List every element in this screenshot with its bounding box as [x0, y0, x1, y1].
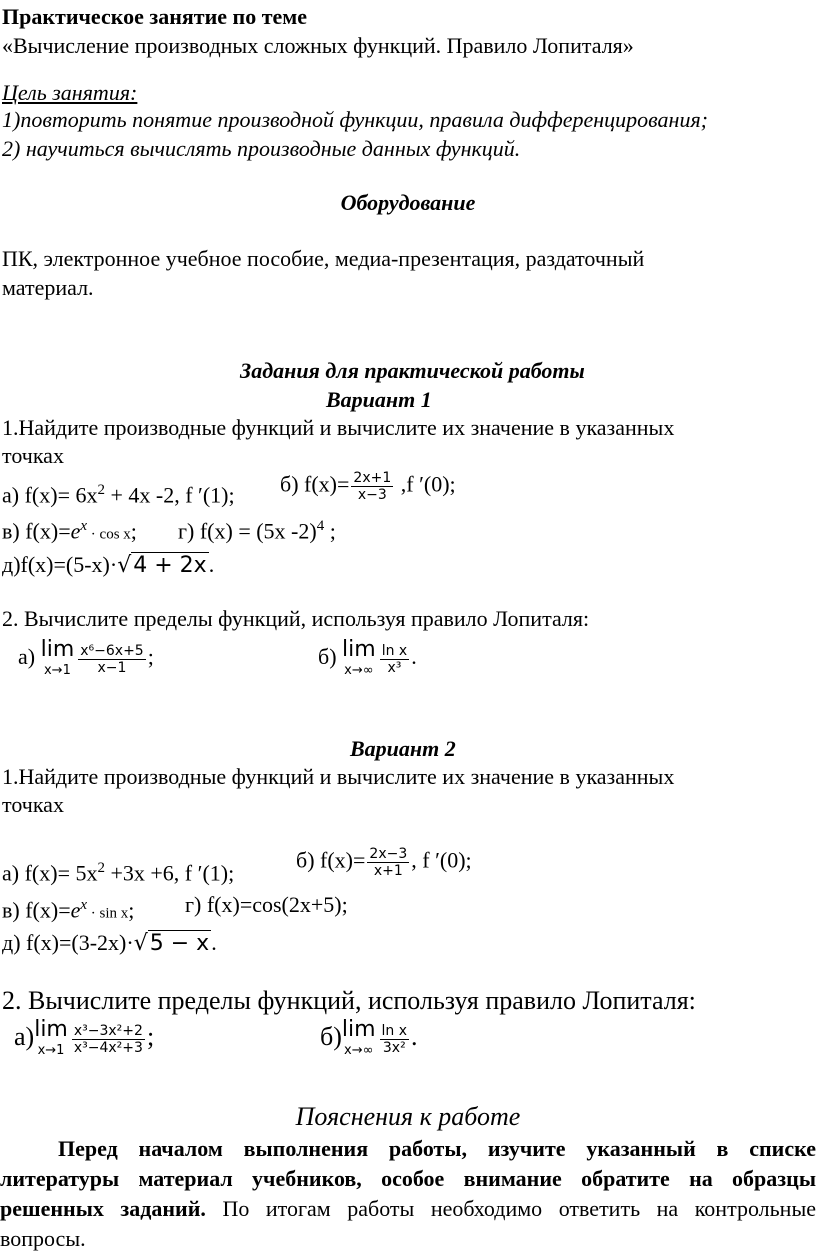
v2-task2: 2. Вычислите пределы функций, используя правило Лопиталя: — [2, 986, 696, 1015]
v1-task1-line2: точках — [2, 443, 64, 468]
v1-task-a: а) $f(x)= 6x^2 + 4x$ -2, f ′(1); — [2, 482, 235, 508]
fraction: $\frac{\text{ln x}}{\text{3x²}}$ — [381, 1022, 408, 1056]
v2-task-g: г) f(x)=cos(2x+5); — [185, 892, 348, 917]
limit: lim x→∞ — [341, 1017, 376, 1058]
v1-task-v: в) $f(x)=e^x \cdot \cos x$; — [2, 518, 137, 544]
fraction: $\frac{\text{x⁶−6x+5}}{x-1}$ — [80, 642, 144, 676]
tasks-heading: Задания для практической работы — [240, 358, 585, 383]
sqrt: √4 + 2x — [117, 553, 207, 578]
equipment-text-1: ПК, электронное учебное пособие, медиа-презентация, раздаточный — [2, 246, 645, 271]
goal-label: Цель занятия: — [2, 80, 138, 105]
v2-limit-a: а) lim x→1 $\frac{\text{x³−3x²+2}}{\text{x³−4x²+3}}$ ; — [14, 1017, 155, 1058]
variant2-heading: Вариант 2 — [350, 736, 456, 761]
page-title: Практическое занятие по теме — [2, 4, 308, 29]
v2-task-b: б) f(x)= $\frac{2x-3}{x+1}$ , f ′(0); — [296, 846, 472, 879]
fraction: $\frac{\text{x³−3x²+2}}{\text{x³−4x²+3}}$ — [73, 1022, 143, 1056]
v1-task-b: б) f(x)= $\frac{2x+1}{x-3}$ ,f ′(0); — [280, 470, 456, 503]
v1-task2: 2. Вычислите пределы функций, используя правило Лопиталя: — [2, 606, 590, 631]
page-subtitle: «Вычисление производных сложных функций. Правило Лопиталя» — [2, 33, 634, 58]
explanation-paragraph: Перед началом выполнения работы, изучите указанный в списке литературы материал учебников, особое внимание обратите на образцы решенных заданий. По итогам работы необходимо ответить на контрольные вопросы. — [0, 1136, 816, 1251]
equipment-text-2: материал. — [2, 275, 94, 300]
v1-limit-b: б) lim x→∞ $\frac{\text{ln x}}{\text{x³}}$ . — [318, 637, 417, 678]
limit: lim x→1 — [34, 1017, 68, 1058]
v2-task-a: а) $f(x)= 5x^2 +3x +6$, f ′(1); — [2, 860, 235, 886]
limit: lim x→∞ — [342, 637, 376, 678]
fraction: $\frac{2x-3}{x+1}$ — [369, 846, 408, 879]
v2-task1-line1: 1.Найдите производные функций и вычислите их значение в указанных — [2, 764, 675, 789]
v2-task-d: д) f(x)=(3-2x)·√5 − x. — [2, 930, 217, 956]
variant1-heading: Вариант 1 — [326, 387, 432, 412]
v2-task-v: в) $f(x)=e^x \cdot \sin x$; — [2, 897, 135, 923]
v1-task-g: г) f(x) = (5x -2)$^4$ ; — [178, 518, 336, 544]
goal-item-2: 2) научиться вычислять производные данных функций. — [2, 136, 521, 161]
equipment-heading: Оборудование — [340, 190, 476, 215]
v1-task-d: д)f(x)=(5-x)·√4 + 2x. — [2, 552, 215, 578]
sqrt: √5 − x — [133, 931, 210, 956]
explanation-heading: Пояснения к работе — [295, 1102, 521, 1131]
v2-task1-line2: точках — [2, 792, 64, 817]
limit: lim x→1 — [40, 637, 75, 678]
fraction: $\frac{2x+1}{x-3}$ — [353, 470, 392, 503]
v1-task1-line1: 1.Найдите производные функций и вычислите их значение в указанных — [2, 415, 675, 440]
goal-item-1: 1)повторить понятие производной функции, правила дифференцирования; — [2, 107, 708, 132]
v2-limit-b: б) lim x→∞ $\frac{\text{ln x}}{\text{3x²}}$ . — [320, 1017, 418, 1058]
v1-limit-a: а) lim x→1 $\frac{\text{x⁶−6x+5}}{x-1}$ ; — [18, 637, 154, 678]
fraction: $\frac{\text{ln x}}{\text{x³}}$ — [381, 642, 408, 676]
